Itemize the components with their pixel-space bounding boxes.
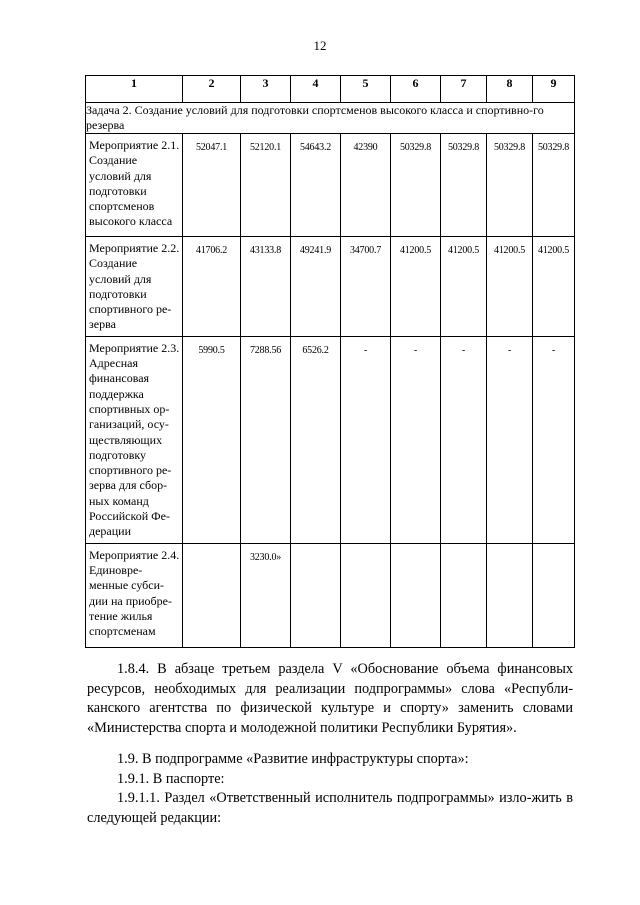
table-cell: 41200.5	[391, 237, 441, 337]
column-header: 4	[291, 76, 341, 103]
paragraph-1-9-1-1: 1.9.1.1. Раздел «Ответственный исполнитель подпрограммы» изло-жить в следующей редакции:	[87, 790, 573, 826]
table-row	[86, 336, 575, 543]
paragraph-1-8-4: 1.8.4. В абзаце третьем раздела V «Обоснование объема финансовых ресурсов, необходимых для реализации подпрограммы» слова «Республи-канского агентства по физической культуре и спорту» заменить словами «Министерства спорта и молодежной политики Республики Бурятия».	[87, 661, 573, 736]
table-cell: 6526.2	[291, 336, 341, 543]
table-cell: 41200.5	[441, 237, 487, 337]
table-cell: 52047.1	[183, 134, 241, 237]
table-cell: 50329.8	[533, 134, 575, 237]
table-cell: 7288.56	[241, 336, 291, 543]
table-cell: -	[533, 336, 575, 543]
table-cell: -	[391, 336, 441, 543]
page-number: 12	[313, 38, 327, 53]
column-header: 3	[241, 76, 291, 103]
task-title: Задача 2. Создание условий для подготовки спортсменов высокого класса и спортивно-го резерва	[86, 103, 575, 134]
column-header: 2	[183, 76, 241, 103]
table-cell: 50329.8	[441, 134, 487, 237]
table-cell	[533, 543, 575, 647]
table-cell	[391, 543, 441, 647]
activity-name: Мероприятие 2.3. Адресная финансовая поддержка спортивных ор-ганизаций, осу-ществляющих подготовку спортивного ре-зерва для сбор-ных команд Российской Фе-дерации	[86, 336, 183, 543]
table-cell: 50329.8	[391, 134, 441, 237]
activity-name: Мероприятие 2.4. Единовре-менные субси-дии на приобре-тение жилья спортсменам	[86, 543, 183, 647]
column-header: 1	[86, 76, 183, 103]
amendment-paragraph	[87, 660, 573, 738]
table-cell	[341, 543, 391, 647]
table-row	[86, 543, 575, 647]
table-cell: 5990.5	[183, 336, 241, 543]
table-cell	[183, 543, 241, 647]
table-cell	[441, 543, 487, 647]
activity-name: Мероприятие 2.2. Создание условий для подготовки спортивного ре-зерва	[86, 237, 183, 337]
section-paragraphs	[87, 750, 573, 828]
table-header-row	[86, 76, 575, 103]
table-cell: 52120.1	[241, 134, 291, 237]
budget-table	[85, 75, 575, 648]
table-cell: 34700.7	[341, 237, 391, 337]
table-cell: -	[441, 336, 487, 543]
table-cell: 41200.5	[487, 237, 533, 337]
table-row	[86, 237, 575, 337]
table-cell: 50329.8	[487, 134, 533, 237]
table-cell: 41200.5	[533, 237, 575, 337]
table-cell: 3230.0»	[241, 543, 291, 647]
column-header: 6	[391, 76, 441, 103]
table-cell	[487, 543, 533, 647]
table-cell: 41706.2	[183, 237, 241, 337]
table-cell: 54643.2	[291, 134, 341, 237]
paragraph-1-9: 1.9. В подпрограмме «Развитие инфраструктуры спорта»:	[117, 751, 469, 767]
table-cell: -	[487, 336, 533, 543]
column-header: 9	[533, 76, 575, 103]
table-cell	[291, 543, 341, 647]
column-header: 7	[441, 76, 487, 103]
table-cell: 49241.9	[291, 237, 341, 337]
column-header: 5	[341, 76, 391, 103]
paragraph-1-9-1: 1.9.1. В паспорте:	[117, 770, 225, 787]
table-cell: 43133.8	[241, 237, 291, 337]
table-row	[86, 134, 575, 237]
table-cell: -	[341, 336, 391, 543]
table-cell: 42390	[341, 134, 391, 237]
activity-name: Мероприятие 2.1. Создание условий для подготовки спортсменов высокого класса	[86, 134, 183, 237]
task-row	[86, 103, 575, 134]
column-header: 8	[487, 76, 533, 103]
